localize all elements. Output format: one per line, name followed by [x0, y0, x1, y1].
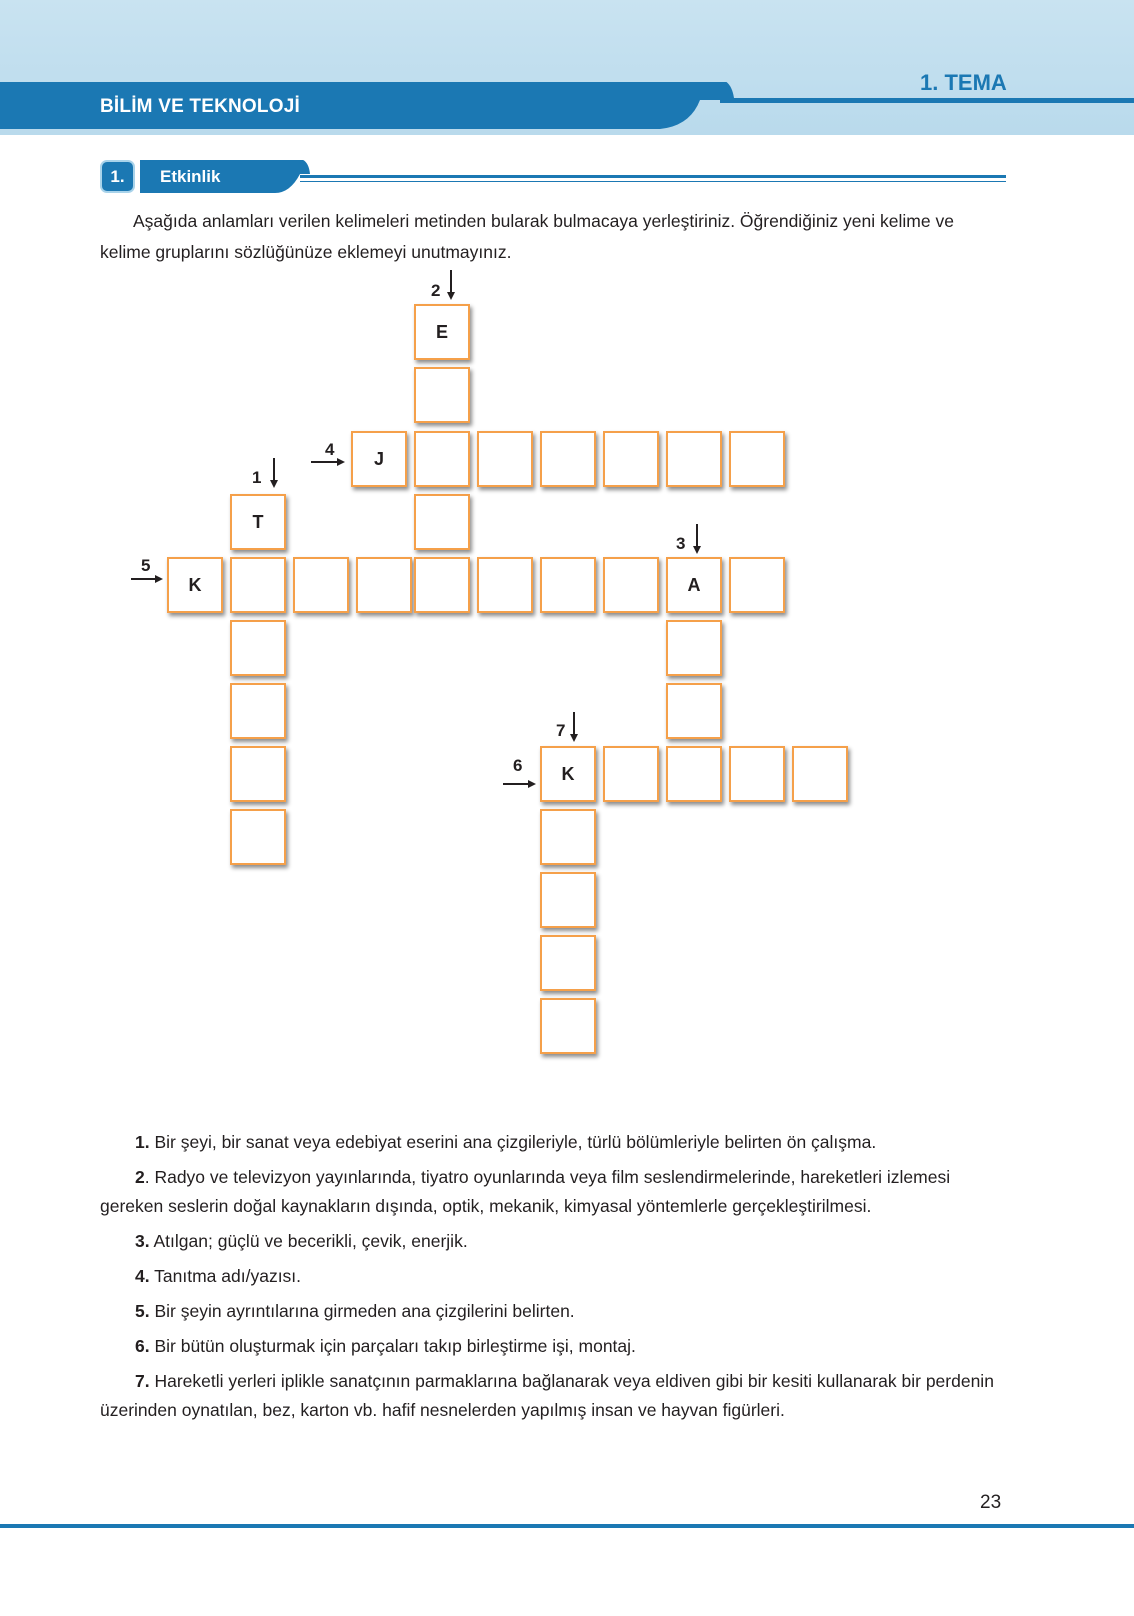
clue-list [100, 1128, 1006, 1431]
clue-number-2: 2 [431, 281, 441, 300]
footer-rule [0, 1524, 1134, 1528]
clue-item: 5. Bir şeyin ayrıntılarına girmeden ana çizgilerini belirten. [135, 1301, 575, 1321]
clue-item: 2. Radyo ve televizyon yayınlarında, tiyatro oyunlarında veya film seslendirmelerinde, hareketleri izlemesi gereken seslerin doğal kaynakların dışında, optik, mekanik, kimyasal yöntemlerle gerçekleştirilmesi. [100, 1167, 951, 1216]
clue-number-1: 1 [252, 468, 262, 487]
activity-instruction: Aşağıda anlamları verilen kelimeleri metinden bularak bulmacaya yerleştiriniz. Öğrendiğiniz yeni kelime ve kelime gruplarını sözlüğünüze eklemeyi unutmayınız. [100, 211, 954, 262]
page-number: 23 [980, 1492, 1002, 1513]
clue-number-7: 7 [556, 721, 566, 740]
clue-item: 3. Atılgan; güçlü ve becerikli, çevik, enerjik. [135, 1231, 468, 1251]
clue-number-6: 6 [513, 756, 523, 775]
clue-item: 1. Bir şeyi, bir sanat veya edebiyat eserini ana çizgileriyle, türlü bölümleriyle belirten ön çalışma. [135, 1132, 877, 1152]
section-title: BİLİM VE TEKNOLOJİ [100, 96, 300, 117]
crossword-cell[interactable]: E [414, 304, 470, 360]
crossword-cell[interactable]: J [351, 431, 407, 487]
activity-number-badge: 1. [100, 160, 135, 193]
clue-number-3: 3 [676, 534, 686, 553]
crossword-cell[interactable]: K [167, 557, 223, 613]
clue-item: 7. Hareketli yerleri iplikle sanatçının parmaklarına bağlanarak veya eldiven gibi bir kesiti kullanarak bir perdenin üzerinden oynatılan, bez, karton vb. hafif nesnelerden yapılmış insan ve hayvan figürleri. [100, 1371, 994, 1420]
clue-number-4: 4 [325, 440, 335, 459]
crossword-cell[interactable]: K [540, 746, 596, 802]
clue-item: 6. Bir bütün oluşturmak için parçaları takıp birleştirme işi, montaj. [135, 1336, 636, 1356]
crossword-cell[interactable]: T [230, 494, 286, 550]
activity-label: Etkinlik [160, 167, 221, 186]
theme-label: 1. TEMA [920, 70, 1007, 95]
clue-item: 4. Tanıtma adı/yazısı. [135, 1266, 302, 1286]
crossword-cell[interactable]: A [666, 557, 722, 613]
clue-number-5: 5 [141, 556, 151, 575]
